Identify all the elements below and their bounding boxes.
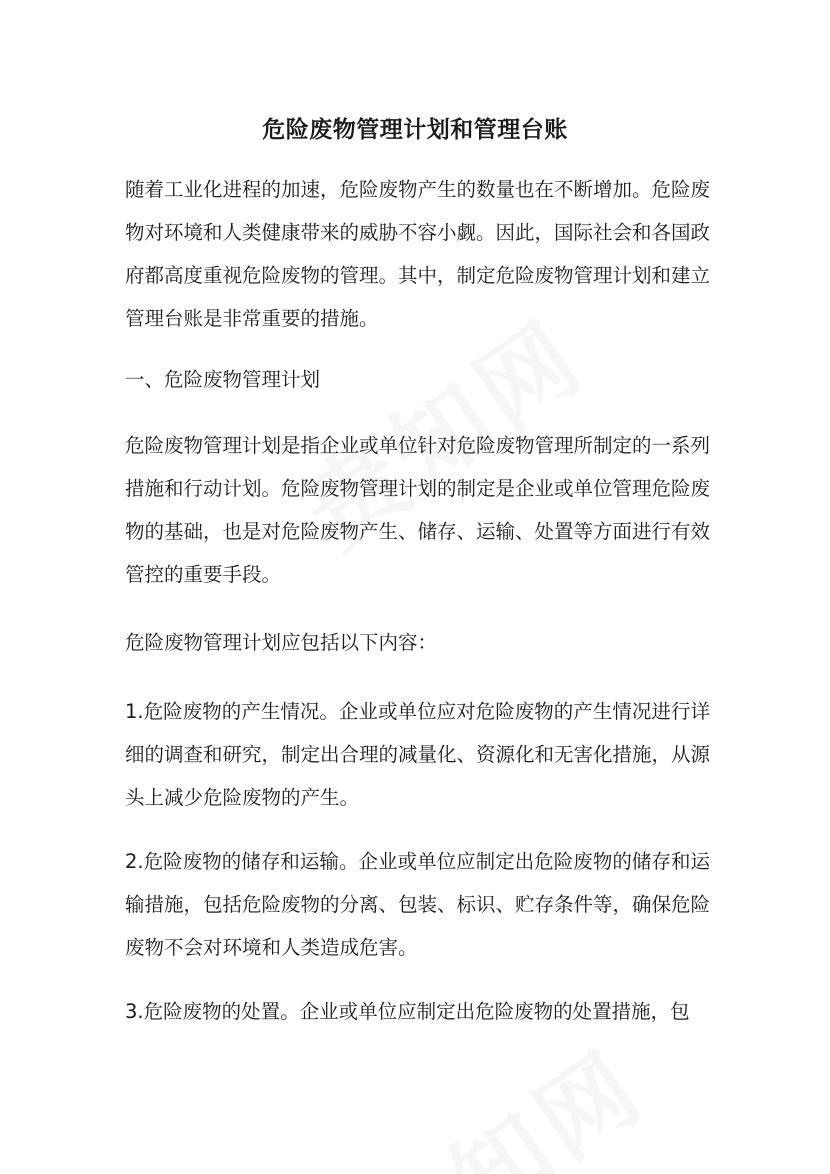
list-item-storage-transport: 2.危险废物的储存和运输。企业或单位应制定出危险废物的储存和运输措施，包括危险废物的分离、包装、标识、贮存条件等，确保危险废物不会对环境和人类造成危害。 bbox=[125, 850, 711, 959]
section-heading-plan: 一、危险废物管理计划 bbox=[125, 368, 321, 391]
list-item-disposal: 3.危险废物的处置。企业或单位应制定出危险废物的处置措施，包 bbox=[125, 1000, 690, 1023]
watermark-lower bbox=[334, 1013, 668, 1174]
list-item-generation: 1.危险废物的产生情况。企业或单位应对危险废物的产生情况进行详细的调查和研究，制定出合理的减量化、资源化和无害化措施，从源头上减少危险废物的产生。 bbox=[125, 700, 711, 809]
plan-contents-lead: 危险废物管理计划应包括以下内容： bbox=[125, 631, 438, 654]
document-title: 危险废物管理计划和管理台账 bbox=[262, 117, 568, 144]
plan-definition-paragraph: 危险废物管理计划是指企业或单位针对危险废物管理所制定的一系列措施和行动计划。危险废物管理计划的制定是企业或单位管理危险废物的基础，也是对危险废物产生、储存、运输、处置等方面进行有效管控的重要手段。 bbox=[125, 434, 711, 586]
intro-paragraph: 随着工业化进程的加速，危险废物产生的数量也在不断增加。危险废物对环境和人类健康带来的威胁不容小觑。因此，国际社会和各国政府都高度重视危险废物的管理。其中，制定危险废物管理计划和建立管理台账是非常重要的措施。 bbox=[125, 178, 711, 330]
